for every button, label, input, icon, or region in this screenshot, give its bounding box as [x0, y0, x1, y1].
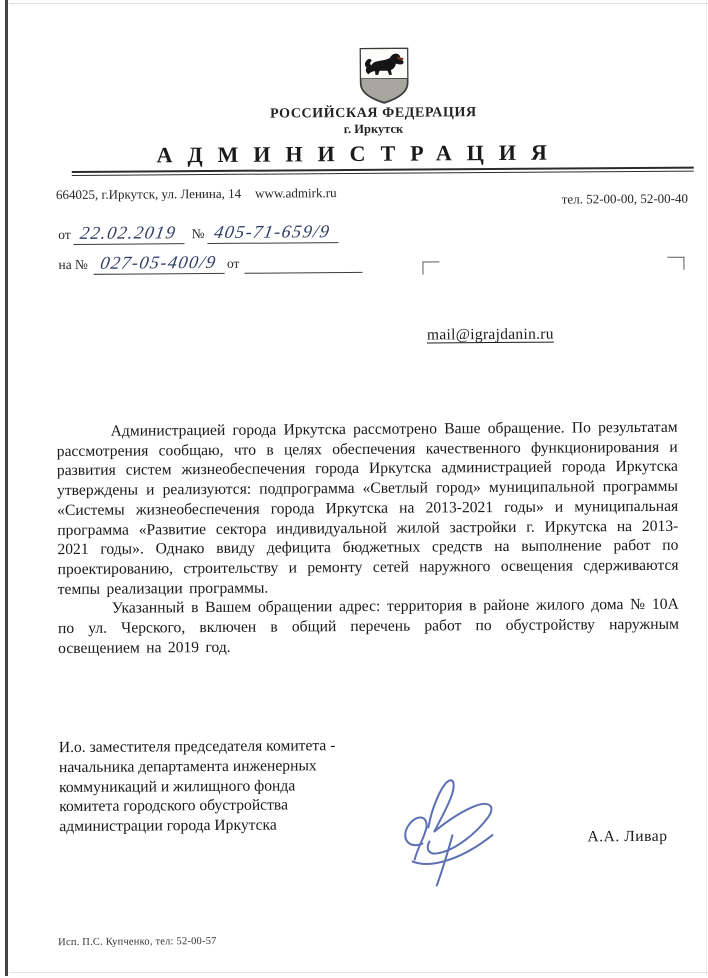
- outgoing-reference-line: [58, 221, 341, 245]
- from-label: от: [58, 226, 71, 243]
- handwritten-signature: [392, 765, 545, 890]
- scan-edge-left: [5, 0, 8, 976]
- letterhead-organization: АДМИНИСТРАЦИЯ: [156, 139, 562, 168]
- signer-name: А.А. Ливар: [587, 827, 668, 846]
- signer-position-line: И.о. заместителя председателя комитета -: [58, 737, 336, 757]
- reply-from-label: от: [226, 255, 240, 271]
- recipient-corner-mark-right: [667, 257, 684, 270]
- letterhead-country: РОССИЙСКАЯ ФЕДЕРАЦИЯ: [270, 105, 477, 122]
- letterhead-city: г. Иркутск: [343, 121, 404, 137]
- phone-numbers: тел. 52-00-00, 52-00-40: [561, 190, 689, 207]
- handwritten-outgoing-number: 405-71-659/9: [208, 221, 343, 244]
- body-paragraph-1: Администрацией города Иркутска рассмотрено Ваше обращение. По результатам рассмотрения сообщаю, что в целях обеспечения качественного функционирования и развития систем жизнеобеспечения города Иркутска администрацией города Иркутска утверждены и реализуются: подпрограмма «Светлый город» муниципальной программы «Системы жизнеобеспечения города Иркутска на 2013-2021 годы» и муниципальная программа «Развитие сектора индивидуальной жилой застройки г. Иркутска на 2013-2021 годы». Однако ввиду дефицита бюджетных средств на выполнение работ по проектированию, строительству и ремонту сетей наружного освещения сдерживаются темпы реализации программы.: [56, 418, 679, 598]
- irkutsk-coat-of-arms: [356, 45, 412, 107]
- website-text: www.admirk.ru: [255, 185, 337, 201]
- postal-address: 664025, г.Иркутск, ул. Ленина, 14: [55, 185, 242, 203]
- number-label: №: [191, 226, 205, 242]
- signer-position-line: начальника департамента инженерных: [58, 757, 317, 776]
- handwritten-incoming-number: 027-05-400/9: [94, 252, 229, 275]
- incoming-reference-line: [58, 251, 362, 275]
- signer-position-line: коммуникаций и жилищного фонда: [59, 777, 296, 796]
- empty-date-line: [244, 257, 362, 274]
- reply-label: на №: [58, 256, 88, 273]
- signer-position-block: [59, 735, 440, 837]
- shield-base: [361, 78, 407, 102]
- signer-position-line: комитета городского обустройства: [59, 796, 289, 816]
- letter-body: [57, 418, 680, 659]
- letterhead-contacts: [56, 183, 688, 211]
- handwritten-date: 22.02.2019: [74, 222, 189, 245]
- signer-position-line: администрации города Иркутска: [59, 816, 277, 836]
- recipient-corner-mark-left: [422, 261, 439, 274]
- executor-note: Исп. П.С. Купченко, тел: 52-00-57: [58, 935, 217, 949]
- body-paragraph-2: Указанный в Вашем обращении адрес: территория в районе жилого дома № 10А по ул. Черского, включен в общий перечень работ по обустройству наружным освещением на 2019 год.: [57, 596, 680, 657]
- recipient-email: mail@igrajdanin.ru: [426, 325, 554, 344]
